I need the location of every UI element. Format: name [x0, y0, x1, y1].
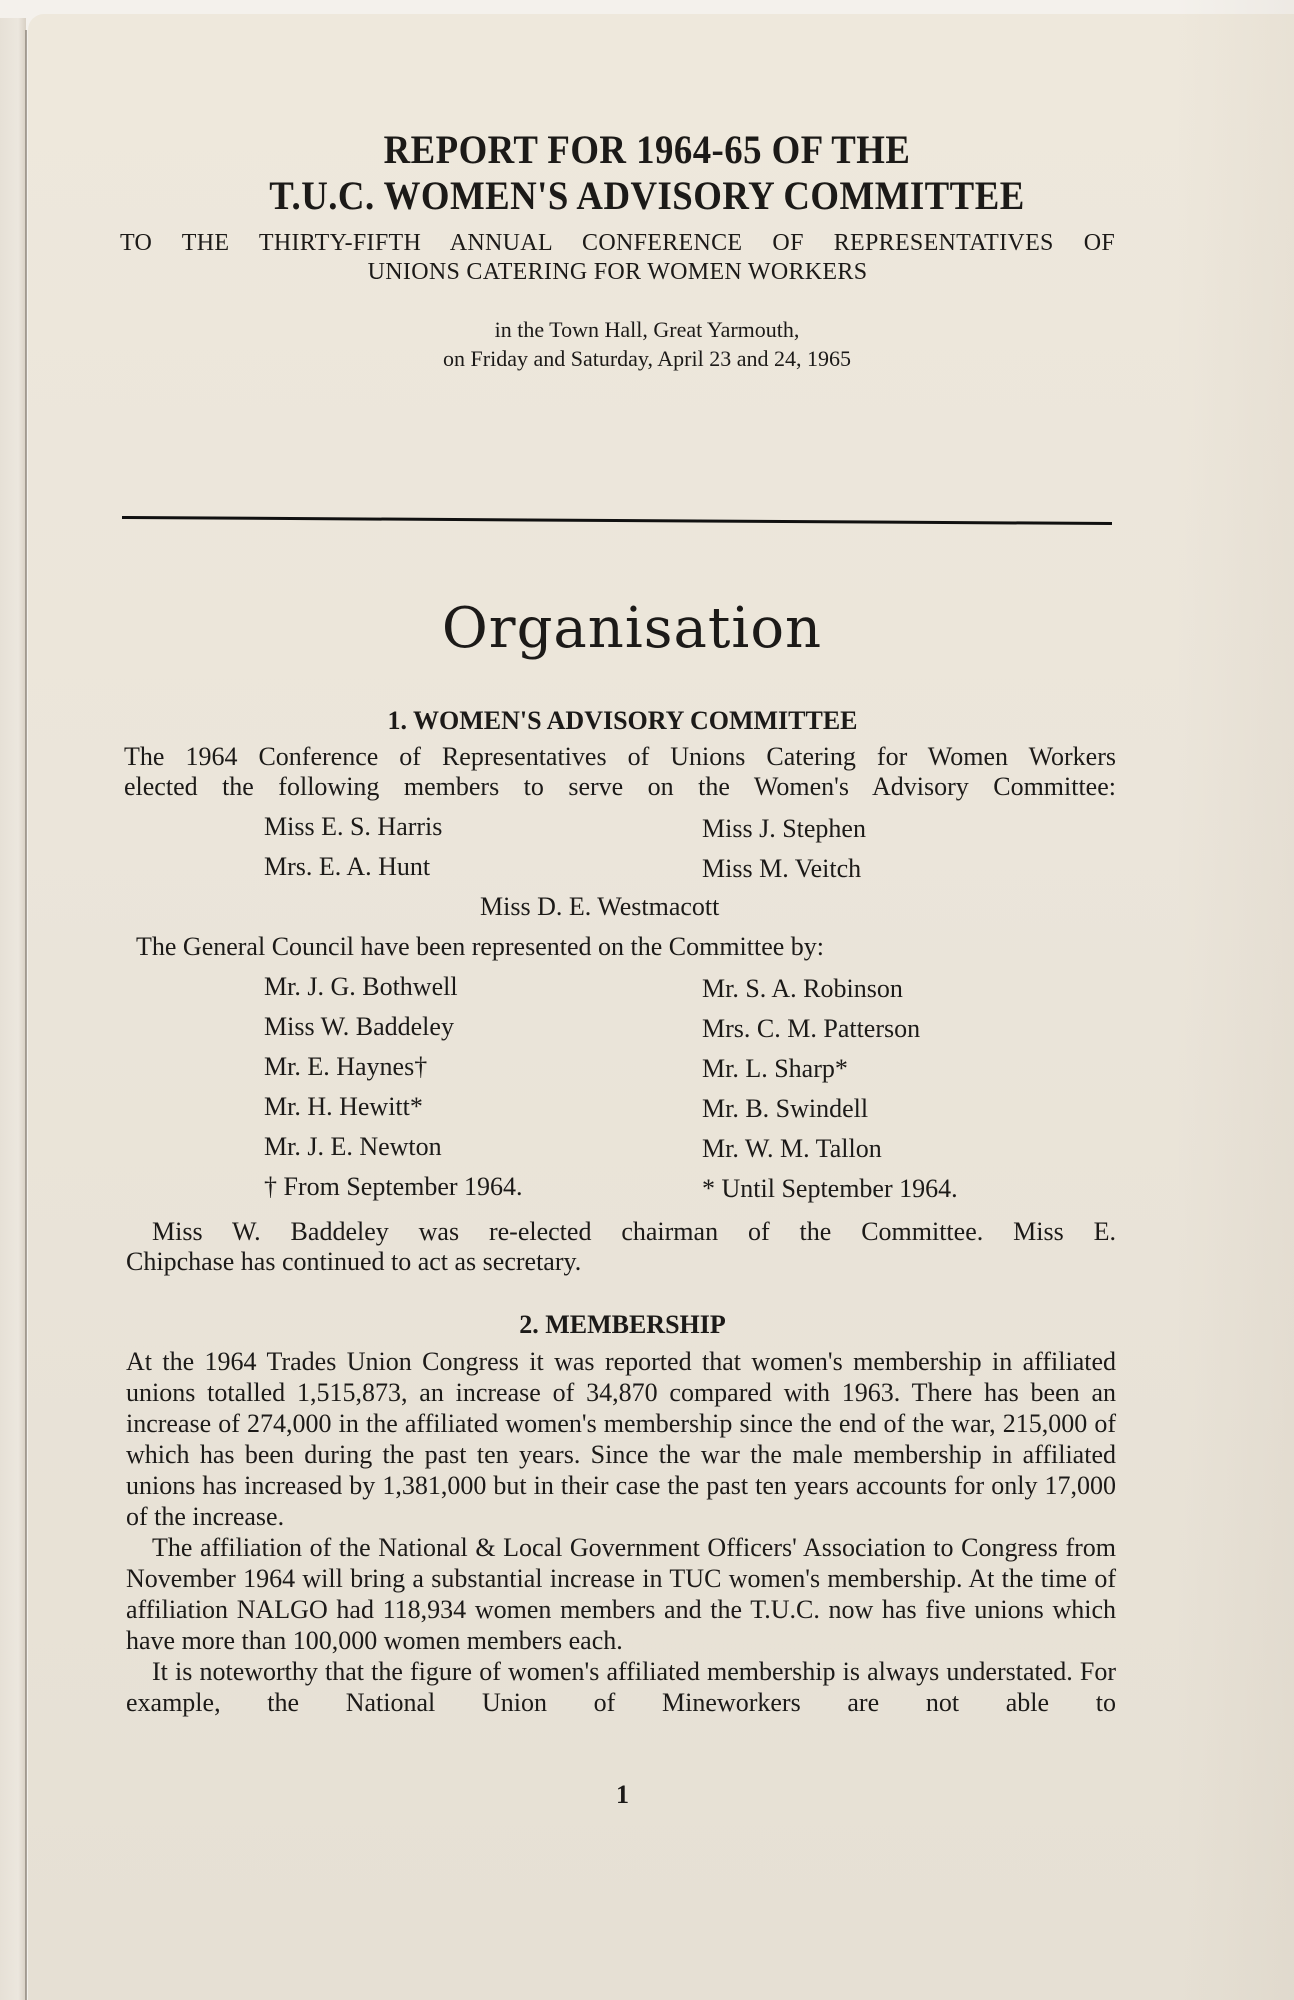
council-member: Mrs. C. M. Patterson	[702, 1014, 921, 1043]
elected-member: Miss D. E. Westmacott	[480, 892, 720, 921]
page-number: 1	[616, 1780, 629, 1809]
committee-heading: 1. WOMEN'S ADVISORY COMMITTEE	[387, 706, 858, 735]
report-title-line-2: T.U.C. WOMEN'S ADVISORY COMMITTEE	[269, 173, 1025, 218]
council-member: Mr. L. Sharp*	[702, 1054, 848, 1083]
report-title-line-1: REPORT FOR 1964-65 OF THE	[383, 127, 911, 172]
elected-member: Miss E. S. Harris	[264, 812, 443, 841]
elected-member: Mrs. E. A. Hunt	[264, 852, 431, 881]
council-member: Mr. H. Hewitt*	[264, 1092, 423, 1121]
horizontal-rule	[122, 516, 1112, 525]
council-intro: The General Council have been represented on the Committee by:	[136, 932, 825, 961]
chairman-line-1: Miss W. Baddeley was re-elected chairman of the Committee. Miss E.	[152, 1217, 1116, 1246]
council-member: Mr. J. G. Bothwell	[264, 972, 458, 1001]
council-member: Mr. S. A. Robinson	[702, 974, 903, 1003]
council-member: Mr. J. E. Newton	[264, 1132, 442, 1161]
membership-paragraph: The affiliation of the National & Local Government Officers' Association to Congress from November 1964 will bring a substantial increase in TUC women's membership. At the time of affiliation NALGO had 118,934 women members and the T.U.C. now has five unions which have more than 100,000 women members each.	[126, 1533, 1116, 1655]
council-member: Mr. E. Haynes†	[264, 1052, 428, 1081]
membership-body	[126, 1346, 1116, 1718]
chairman-line-2: Chipchase has continued to act as secretary.	[126, 1247, 582, 1276]
committee-intro-line-1: The 1964 Conference of Representatives of Unions Catering for Women Workers	[124, 742, 1116, 771]
footnote-dagger: † From September 1964.	[264, 1172, 523, 1201]
elected-member: Miss M. Veitch	[702, 854, 862, 883]
elected-member: Miss J. Stephen	[702, 814, 866, 843]
footnote-asterisk: * Until September 1964.	[702, 1174, 958, 1203]
subtitle-line-1: TO THE THIRTY-FIFTH ANNUAL CONFERENCE OF REPRESENTATIVES OF	[120, 230, 1115, 256]
membership-heading: 2. MEMBERSHIP	[519, 1310, 726, 1339]
council-member: Miss W. Baddeley	[264, 1012, 454, 1041]
council-member: Mr. W. M. Tallon	[702, 1134, 882, 1163]
council-member: Mr. B. Swindell	[702, 1094, 869, 1123]
venue-line-1: in the Town Hall, Great Yarmouth,	[494, 317, 800, 342]
committee-intro-line-2: elected the following members to serve on the Women's Advisory Committee:	[124, 772, 1116, 801]
subtitle-line-2: UNIONS CATERING FOR WOMEN WORKERS	[367, 259, 868, 285]
venue-date-line: on Friday and Saturday, April 23 and 24, 1965	[443, 346, 851, 371]
membership-paragraph: At the 1964 Trades Union Congress it was reported that women's membership in affiliated unions totalled 1,515,873, an increase of 34,870 compared with 1963. There has been an increase of 274,000 in the affiliated women's membership since the end of the war, 215,000 of which has been during the past ten years. Since the war the male membership in affiliated unions has increased by 1,381,000 but in their case the past ten years accounts for only 17,000 of the increase.	[126, 1347, 1116, 1531]
membership-paragraph: It is noteworthy that the figure of women's affiliated membership is always understated. For example, the National Union of Mineworkers are not able to	[126, 1657, 1116, 1717]
section-title: Organisation	[441, 596, 823, 661]
